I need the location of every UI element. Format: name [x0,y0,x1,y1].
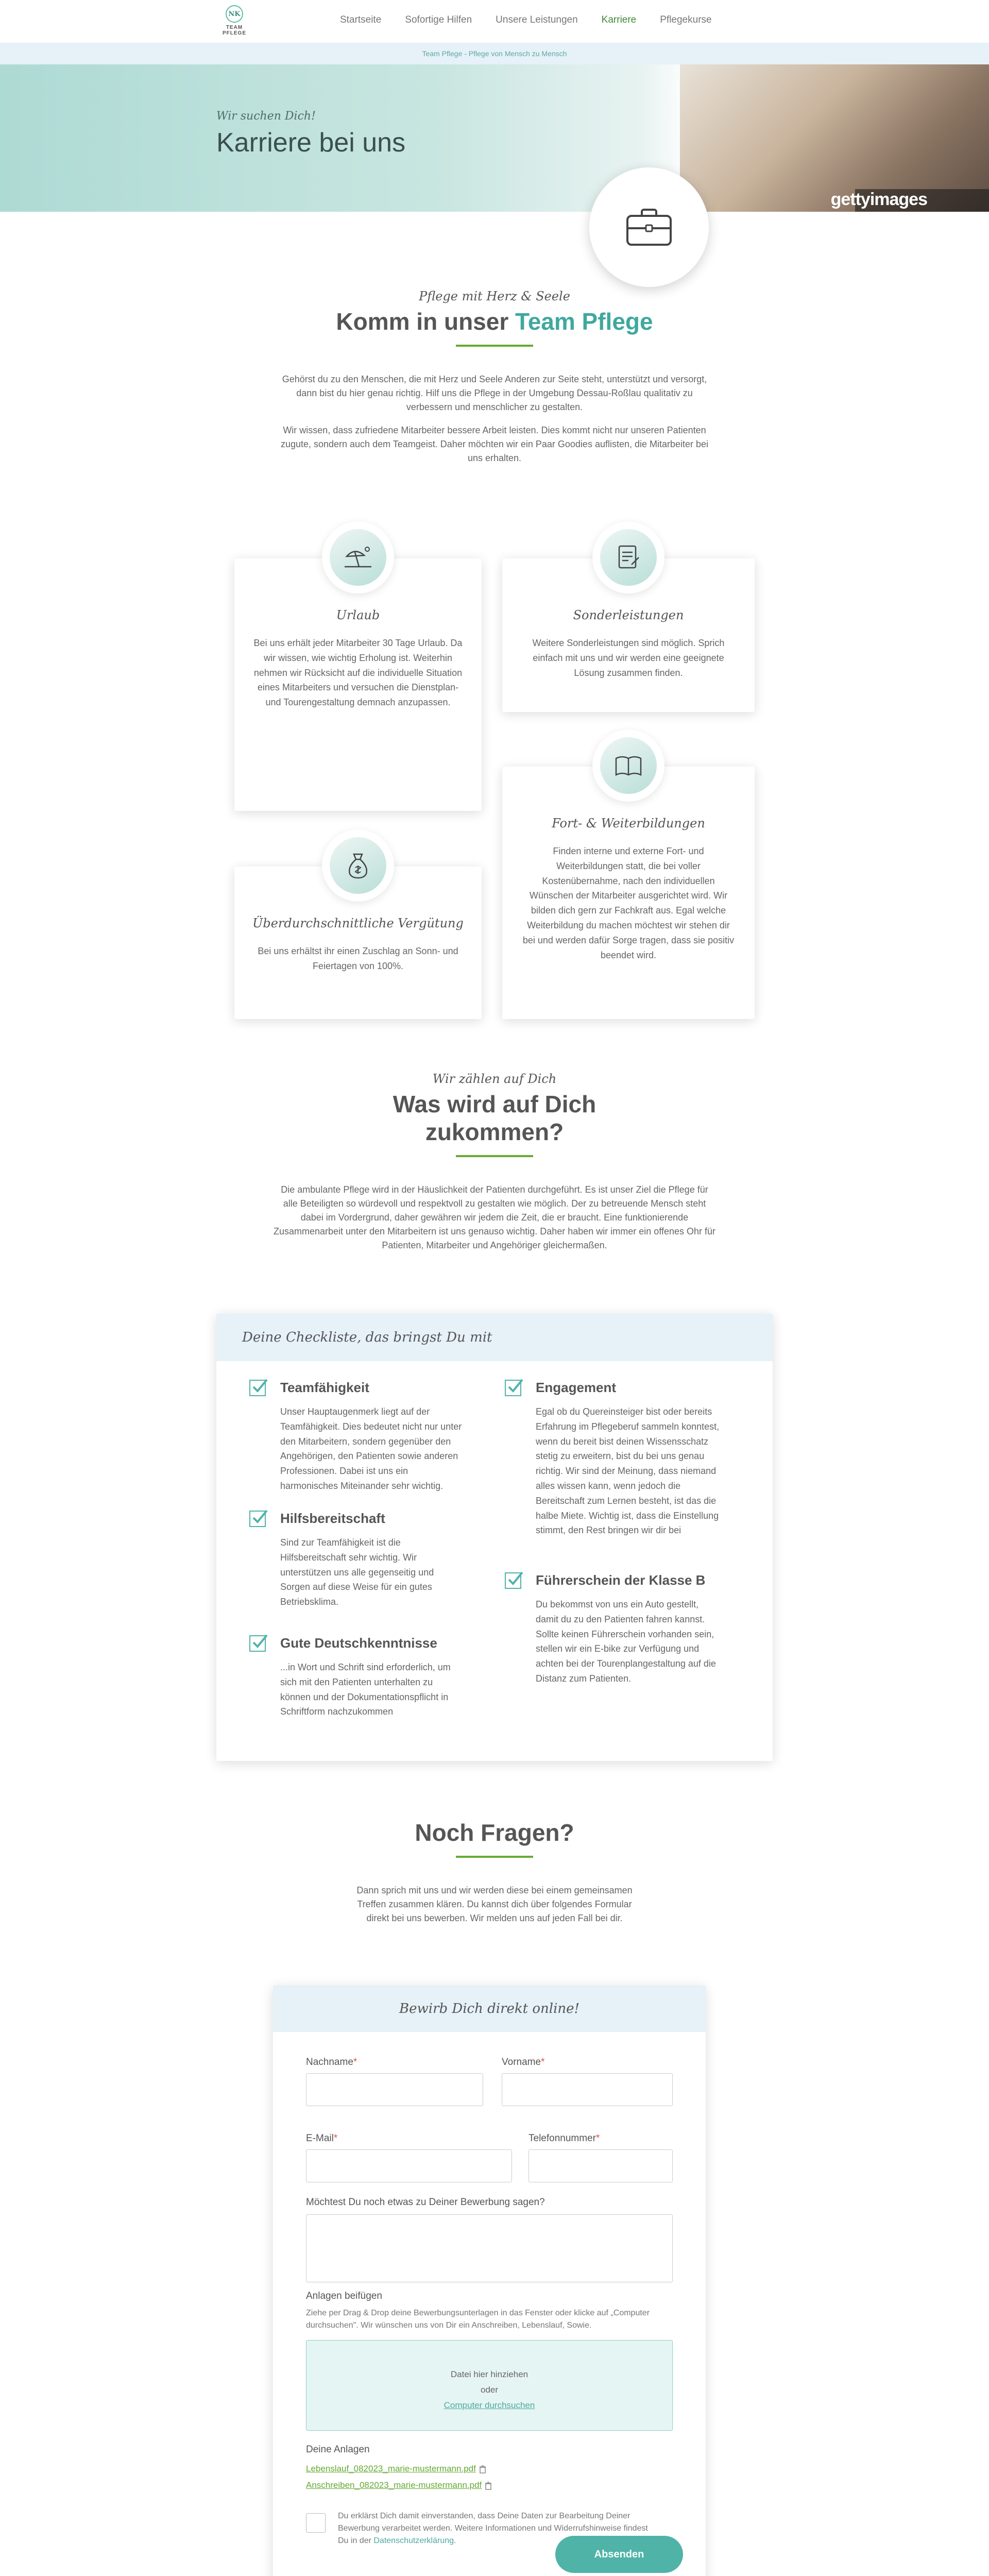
briefcase-icon [624,207,674,248]
questions-title: Noch Fragen? [415,1819,574,1846]
benefit-text: Bei uns erhältst ihr einen Zuschlag an Sonn- und Feiertagen von 100%. [258,946,458,971]
intro-paragraph-1: Gehörst du zu den Menschen, die mit Herz und Seele Anderen zur Seite steht, unterstützt und versorgt, dann bist du hier genau richtig. Hilf uns die Pflege in der Umgebung Dessau-Roßlau qualitativ zu verbessern und menschlicher zu gestalten. [282,374,707,412]
benefit-title: Sonderleistungen [573,608,684,622]
intro-title-plain: Komm in unser [336,308,516,335]
trash-icon[interactable] [479,2465,486,2473]
phone-input[interactable] [528,2149,673,2182]
checkmark-icon [505,1378,523,1396]
label-text: Nachname [306,2057,353,2067]
checklist-item-text: Sind zur Teamfähigkeit ist die Hilfsbereitschaft sehr wichtig. Wir unterstützen uns alle gegenseitig und Sorgen auf diese Weise für ein gutes Betriebsklima. [280,1537,434,1607]
benefit-text: Finden interne und externe Fort- und Weiterbildungen statt, die bei voller Kostenübernahme, nach den individuellen Wünschen der Mitarbeiter ausgerichtet wird. Wir bilden dich gern zur Fachkraft aus. Egal welche Weiterbildung du machen möchtest wir stehen dir bei und werden dafür Sorge tragen, dass sie positiv beendet wird. [522,846,735,960]
required-mark: * [541,2057,545,2067]
expect-section [0,1072,989,1252]
checklist-item-team [249,1378,476,1501]
privacy-link[interactable]: Datenschutzerklärung [373,2536,454,2545]
divider [456,1155,533,1157]
hero-subtitle: Wir suchen Dich! [216,110,316,123]
breadcrumb: Team Pflege - Pflege von Mensch zu Mensch [0,43,989,64]
menu-item-sofortige-hilfen[interactable]: Sofortige Hilfen [405,14,472,25]
logo-text: TEAM PFLEGE [222,25,246,36]
expect-paragraph: Die ambulante Pflege wird in der Häuslichkeit der Patienten durchgeführt. Es ist unser Ziel die Pflege für alle Beteiligten so würdevoll und respektvoll zu gestalten wie möglich. Der zu betreuende Mensch steht dabei im Vordergrund, daher gewähren wir jedem die Zeit, die er braucht. Eine funktionierende Zusammenarbeit unter den Mitarbeitern ist uns genauso wichtig. Daher haben wir immer ein offenes Ohr für Patienten, Mitarbeiter und Angehöriger gleichermaßen. [273,1184,716,1250]
firstname-input[interactable] [502,2073,673,2106]
lastname-input[interactable] [306,2073,483,2106]
icon-bg [330,529,386,586]
hero-banner [0,64,989,212]
attach-hint: Ziehe per Drag & Drop deine Bewerbungsunterlagen in das Fenster oder klicke auf „Computer durchsuchen". Wir wünschen uns von Dir ein Anschreiben, Lebenslauf, Sowie. [306,2309,650,2330]
benefit-title: Urlaub [336,608,380,622]
form-heading: Bewirb Dich direkt online! [273,1986,706,2032]
message-label: Möchtest Du noch etwas zu Deiner Bewerbung sagen? [306,2197,545,2208]
submit-button[interactable]: Absenden [555,2536,683,2573]
drop-text: Datei hier hinziehen [450,2369,528,2379]
label-text: Vorname [502,2057,541,2067]
email-input[interactable] [306,2149,512,2182]
phone-label [528,2133,600,2144]
checklist-item-engagement [505,1378,731,1553]
questions-paragraph: Dann sprich mit uns und wir werden diese bei einem gemeinsamen Treffen zusammen klären. Du kannst dich über folgendes Formular direkt bei uns bewerben. Wir melden uns auf jeden Fall bei dir. [356,1885,633,1923]
logo[interactable] [216,5,252,36]
intro-title-accent: Team Pflege [515,308,653,335]
file-name[interactable]: Lebenslauf_082023_marie-mustermann.pdf [306,2464,476,2473]
expect-title-line-1: Was wird auf Dich [393,1091,596,1117]
expect-title-line-2: zukommen? [425,1118,564,1145]
trash-icon[interactable] [485,2482,492,2490]
benefit-title: Überdurchschnittliche Vergütung [252,916,464,930]
benefit-title: Fort- & Weiterbildungen [552,816,705,831]
hero-title: Karriere bei uns [216,128,406,158]
menu-item-karriere[interactable]: Karriere [601,14,637,25]
briefcase-icon-circle [589,167,709,287]
checklist-item-text: ...in Wort und Schrift sind erforderlich, um sich mit den Patienten unterhalten zu können und der Dokumentationspflicht in Schriftform nachzukommen [280,1662,451,1717]
file-name[interactable]: Anschreiben_082023_marie-mustermann.pdf [306,2480,482,2490]
intro-title [0,308,989,335]
divider [456,1856,533,1858]
checklist-item-title: Engagement [536,1380,617,1395]
drop-or: oder [480,2385,499,2395]
consent-body: Du erklärst Dich damit einverstanden, dass Deine Daten zur Bearbeitung Deiner Bewerbung verarbeitet werden. Weitere Informationen und Widerrufshinweise findest Du in der [338,2512,648,2545]
checklist-item-title: Hilfsbereitschaft [280,1511,385,1526]
checklist-item-text: Du bekommst von uns ein Auto gestellt, damit du zu den Patienten fahren kannst. Sollte keinen Führerschein vorhanden sein, stellen wir ein E-bike zur Verfügung und achten bei der Tourenplangestaltung auf die Distanz zum Patienten. [536,1599,716,1684]
note-icon [616,544,641,571]
checklist-item-license [505,1570,731,1694]
benefit-card-special [502,558,755,712]
checkmark-icon [249,1378,268,1396]
browse-link[interactable]: Computer durchsuchen [444,2400,535,2410]
main-menu [340,14,712,26]
file-drop-zone[interactable] [306,2340,673,2431]
divider [456,345,533,347]
consent-checkbox[interactable] [306,2513,326,2533]
menu-item-startseite[interactable]: Startseite [340,14,382,25]
required-mark: * [595,2133,600,2144]
benefit-card-pay [234,867,482,1019]
label-text: Telefonnummer [528,2133,596,2144]
menu-item-unsere-leistungen[interactable]: Unsere Leistungen [496,14,578,25]
questions-section [0,1815,989,1925]
intro-kicker: Pflege mit Herz & Seele [419,289,570,303]
application-form [273,1986,706,2576]
email-label [306,2133,337,2144]
hero-watermark: gettyimages [830,190,927,209]
firstname-label [502,2057,544,2068]
attach-label: Anlagen beifügen [306,2291,382,2301]
benefit-card-vacation [234,558,482,811]
required-mark: * [353,2057,357,2067]
checklist-item-text: Egal ob du Quereinsteiger bist oder bereits Erfahrung im Pflegeberuf sammeln konntest, wenn du bereit bist deinen Wissensschatz stetig zu erweitern, bist du bei uns genau richtig. Wir sind der Meinung, dass niemand alles wissen kann, wenn jedoch die Bereitschaft zum Lernen besteht, ist das die halbe Miete. Wichtig ist, dass die Einstellung stimmt, den Rest bringen wir dir bei [536,1406,720,1536]
label-text: E-Mail [306,2133,334,2144]
message-textarea[interactable] [306,2214,673,2282]
checklist-item-title: Gute Deutschkenntnisse [280,1635,437,1651]
icon-ring [322,521,394,594]
intro-section [0,289,989,465]
icon-ring [322,829,394,902]
benefit-text: Bei uns erhält jeder Mitarbeiter 30 Tage Urlaub. Da wir wissen, wie wichtig Erholung ist. Weiterhin nehmen wir Rücksicht auf die individuelle Situation eines Mitarbeiters und versuchen die Dienstplan- und Tourengestaltung demnach anzupassen. [253,638,463,708]
files-label: Deine Anlagen [306,2444,370,2455]
checkmark-icon [249,1633,268,1652]
expect-kicker: Wir zählen auf Dich [432,1072,557,1086]
consent-end: . [454,2536,456,2545]
checklist-item-title: Führerschein der Klasse B [536,1572,706,1588]
icon-ring [592,521,664,594]
icon-bg [330,837,386,894]
checklist-item-title: Teamfähigkeit [280,1380,369,1395]
menu-item-pflegekurse[interactable]: Pflegekurse [660,14,712,25]
attached-file[interactable] [306,2464,486,2474]
icon-ring [592,730,664,802]
beach-icon [344,545,372,570]
checklist-heading: Deine Checkliste, das bringst Du mit [216,1314,773,1361]
hero-photo [680,64,989,212]
logo-mark: NK [226,5,243,23]
money-bag-icon [347,852,369,879]
checkmark-icon [505,1570,523,1589]
checklist-panel [216,1314,773,1761]
top-navigation [0,0,989,43]
required-mark: * [333,2133,338,2144]
benefit-card-training [502,767,755,1019]
benefit-text: Weitere Sonderleistungen sind möglich. Sprich einfach mit uns und wir werden eine geeignete Lösung zusammen finden. [532,638,725,678]
icon-bg [600,529,657,586]
book-icon [614,754,643,777]
checklist-item-help [249,1509,476,1612]
checklist-item-text: Unser Hauptaugenmerk liegt auf der Teamfähigkeit. Dies bedeutet nicht nur unter den Mitarbeitern, sondern gegenüber den Angehörigen, den Patienten sowie anderen Professionen. Dabei ist uns ein harmonisches Miteinander sehr wichtig. [280,1406,462,1491]
lastname-label [306,2057,357,2068]
checkmark-icon [249,1509,268,1527]
icon-bg [600,737,657,794]
attached-file[interactable] [306,2480,492,2490]
checklist-item-german [249,1633,476,1747]
intro-paragraph-2: Wir wissen, dass zufriedene Mitarbeiter bessere Arbeit leisten. Dies kommt nicht nur unseren Patienten zugute, sondern auch dem Teamgeist. Daher möchten wir ein Paar Goodies auflisten, die Mitarbeiter bei uns erhalten. [280,425,709,463]
